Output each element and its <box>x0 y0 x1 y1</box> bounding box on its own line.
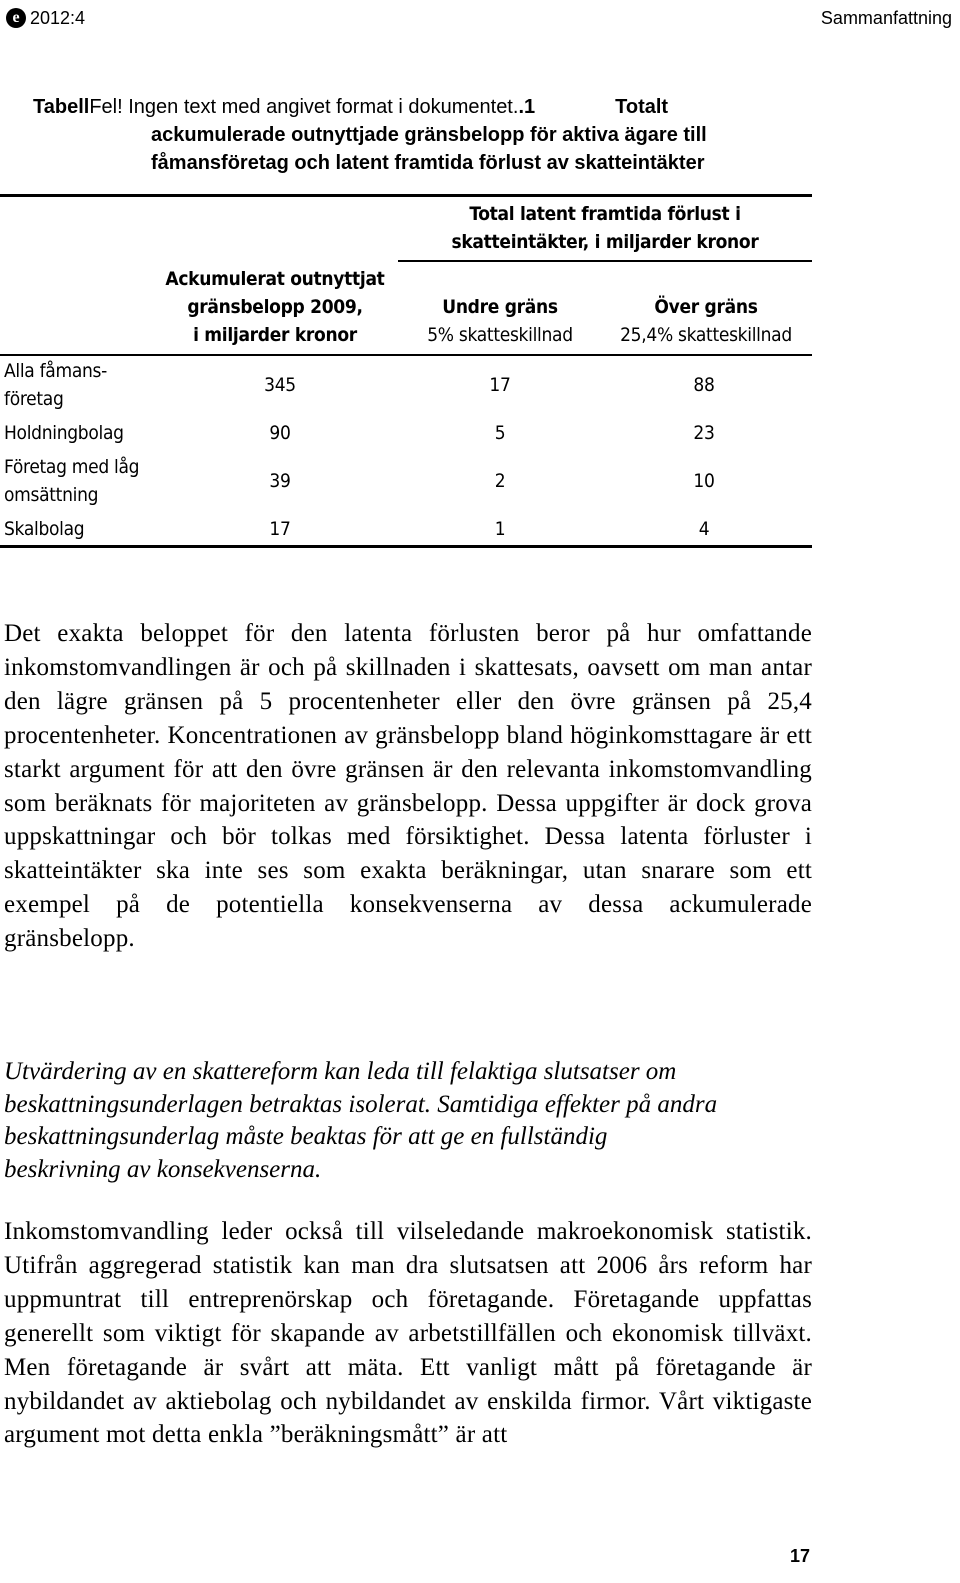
caption-number: .1 <box>518 96 536 118</box>
paragraph-1: Det exakta beloppet för den latenta förlusten beror på hur omfattande inkomstomvandlingen är och på skillnaden i skattesats, oavsett om man antar den lägre gränsen på 5 procentenheter eller den övre gränsen på 25,4 procentenheter. Koncentrationen av gränsbelopp bland höginkomsttagare är ett starkt argument för att den övre gränsen är den relevanta inkomstomvandling som beräknats för majoriteten av gränsbelopp. Dessa uppgifter är dock grova uppskattningar och bör tolkas med försiktighet. Dessa latenta förluster i skatteintäkter ska inte ses som exakta beräkningar, utan snarare som ett exempel på de potentiella konsekvenserna av dessa ackumulerade gränsbelopp. <box>4 620 812 953</box>
cell-upper-bound: 88 <box>693 374 715 396</box>
cell-upper-bound: 4 <box>698 518 710 540</box>
table-top-rule <box>0 194 812 197</box>
col3-header-title: Över gräns <box>654 296 758 318</box>
group-header-line-2: skatteintäkter, i miljarder kronor <box>451 231 759 253</box>
caption-error-text: Fel! Ingen text med angivet format i dokumentet. <box>89 96 519 118</box>
col1-header-line-1: Ackumulerat outnyttjat <box>165 268 385 290</box>
cell-lower-bound: 17 <box>489 374 511 396</box>
cell-accumulated: 39 <box>269 470 291 492</box>
caption-line-3: fåmansföretag och latent framtida förlust av skatteintäkter <box>151 152 705 174</box>
cell-accumulated: 345 <box>264 374 296 396</box>
col2-header-title: Undre gräns <box>442 296 558 318</box>
section-title: Sammanfattning <box>820 8 952 28</box>
row-label-cont: omsättning <box>4 484 99 506</box>
row-label: Skalbolag <box>4 518 85 540</box>
caption-line-2: ackumulerade outnyttjade gränsbelopp för aktiva ägare till <box>151 124 707 146</box>
row-label: Alla fåmans- <box>4 360 108 382</box>
cell-accumulated: 90 <box>269 422 291 444</box>
italic-highlight <box>4 1056 804 1186</box>
row-label: Företag med låg <box>4 456 140 478</box>
col1-header-line-3: i miljarder kronor <box>193 324 357 346</box>
italic-line: beskrivning av konsekvenserna. <box>4 1155 322 1183</box>
row-label: Holdningbolag <box>4 422 124 444</box>
cell-lower-bound: 2 <box>494 470 506 492</box>
row-label-cont: företag <box>4 388 64 410</box>
cell-accumulated: 17 <box>269 518 291 540</box>
caption-total: Totalt <box>615 96 669 118</box>
cell-lower-bound: 5 <box>494 422 506 444</box>
table-header-bottom-rule <box>0 354 812 356</box>
group-header-rule <box>398 260 812 262</box>
cell-upper-bound: 10 <box>693 470 715 492</box>
italic-line: Utvärdering av en skattereform kan leda till felaktiga slutsatser om <box>4 1058 677 1085</box>
col1-header-line-2: gränsbelopp 2009, <box>187 296 363 318</box>
col2-header-sub: 5% skatteskillnad <box>427 324 573 346</box>
table-caption <box>33 93 793 177</box>
issue-number: 2012:4 <box>30 8 86 28</box>
page-header <box>6 6 952 34</box>
cell-upper-bound: 23 <box>693 422 715 444</box>
cell-lower-bound: 1 <box>494 518 506 540</box>
italic-line: beskattningsunderlag måste beaktas för att ge en fullständig <box>4 1123 608 1150</box>
paragraph-2: Inkomstomvandling leder också till vilseledande makroekonomisk statistik. Utifrån aggregerad statistik kan man dra slutsatsen att 2006 års reform har uppmuntrat till entreprenörskap och företagande. Företagande uppfattas generellt som viktigt för skapande av arbetstillfällen och ekonomisk tillväxt. Men företagande är svårt att mäta. Ett vanligt mått på företagande är nybildandet av aktiebolag och nybildandet av enskilda firmor. Vårt viktigaste argument mot detta enkla ”beräkningsmått” är att <box>4 1218 812 1449</box>
publisher-logo-icon: e <box>6 8 26 28</box>
italic-line: beskattningsunderlagen betraktas isolerat. Samtidiga effekter på andra <box>4 1090 718 1118</box>
caption-label: Tabell <box>33 96 90 118</box>
table-bottom-rule <box>0 545 812 548</box>
group-header-line-1: Total latent framtida förlust i <box>469 203 741 225</box>
col3-header-sub: 25,4% skatteskillnad <box>620 324 792 346</box>
page-number: 17 <box>789 1546 810 1566</box>
